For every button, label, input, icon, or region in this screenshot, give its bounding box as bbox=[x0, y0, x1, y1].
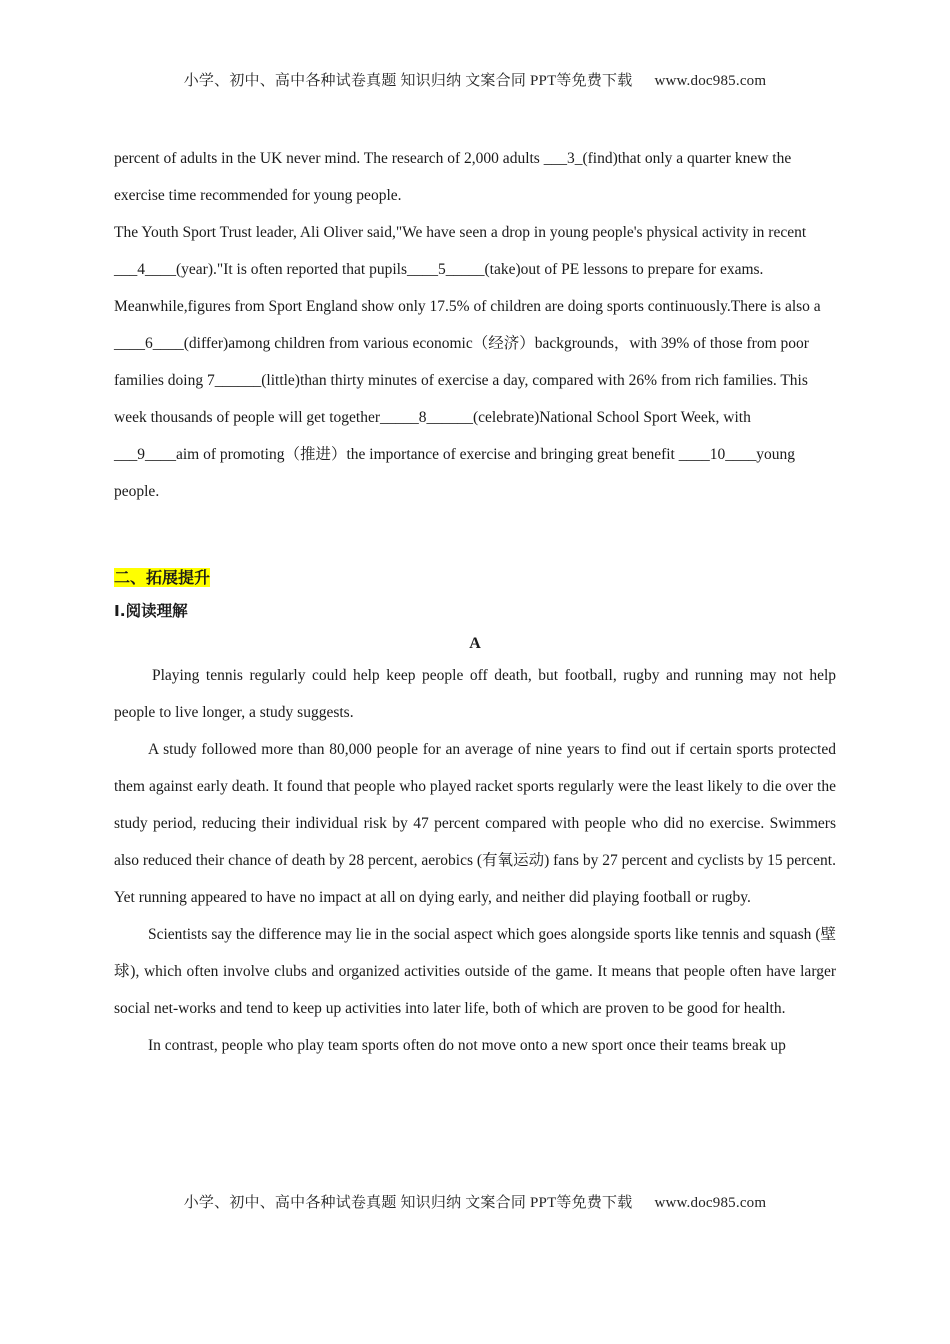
section-subtitle: I.阅读理解 bbox=[114, 602, 188, 620]
passage-paragraph-2: A study followed more than 80,000 people for an average of nine years to find out if certain sports protected them against early death. It found that people who played racket sports regularly were the least likely to die over the study period, reducing their individual risk by 47 percent compared with people who did no exercise. Swimmers also reduced their chance of death by 28 percent, aerobics (有氧运动) fans by 27 percent and cyclists by 15 percent. Yet running appeared to have no impact at all on dying early, and neither did playing football or rugby. bbox=[114, 741, 836, 906]
passage-paragraph-3: Scientists say the difference may lie in the social aspect which goes alongside sports like tennis and squash (壁球), which often involve clubs and organized activities outside of the game. It means that people often have larger social net-works and tend to keep up activities into later life, both of which are proven to be good for health. bbox=[114, 926, 836, 1017]
cloze-paragraph-3: Meanwhile,figures from Sport England show only 17.5% of children are doing sports continuously.There is also a ____6____(differ)among children from various economic（经济）backgrounds，with 39% of those from poor families doing 7______(little)than thirty minutes of exercise a day, compared with 26% from rich families. This week thousands of people will get together_____8______(celebrate)National School Sport Week, with ___9____aim of promoting（推进）the importance of exercise and bringing great benefit ____10____young people. bbox=[114, 298, 821, 500]
page-header bbox=[0, 69, 950, 90]
passage-label: A bbox=[469, 635, 481, 652]
footer-site-link[interactable]: www.doc985.com bbox=[654, 1195, 767, 1211]
page-footer bbox=[0, 1191, 950, 1212]
header-text: 小学、初中、高中各种试卷真题 知识归纳 文案合同 PPT等免费下载 bbox=[183, 73, 633, 89]
section-title-text: 二、拓展提升 bbox=[114, 568, 211, 587]
footer-text: 小学、初中、高中各种试卷真题 知识归纳 文案合同 PPT等免费下载 bbox=[183, 1195, 633, 1211]
passage-paragraph-4: In contrast, people who play team sports often do not move onto a new sport once their teams break up bbox=[148, 1037, 786, 1054]
cloze-paragraph-1: percent of adults in the UK never mind. The research of 2,000 adults ___3_(find)that only a quarter knew the exercise time recommended for young people. bbox=[114, 150, 792, 204]
section-title bbox=[114, 565, 836, 591]
passage-paragraph-1: Playing tennis regularly could help keep people off death, but football, rugby and running may not help people to live longer, a study suggests. bbox=[114, 667, 836, 721]
header-site-link[interactable]: www.doc985.com bbox=[654, 73, 767, 89]
cloze-paragraph-2: The Youth Sport Trust leader, Ali Oliver said,"We have seen a drop in young people's physical activity in recent ___4____(year)."It is often reported that pupils____5_____(take)out of PE lessons to prepare for exams. bbox=[114, 224, 807, 278]
document-body bbox=[114, 140, 836, 1064]
